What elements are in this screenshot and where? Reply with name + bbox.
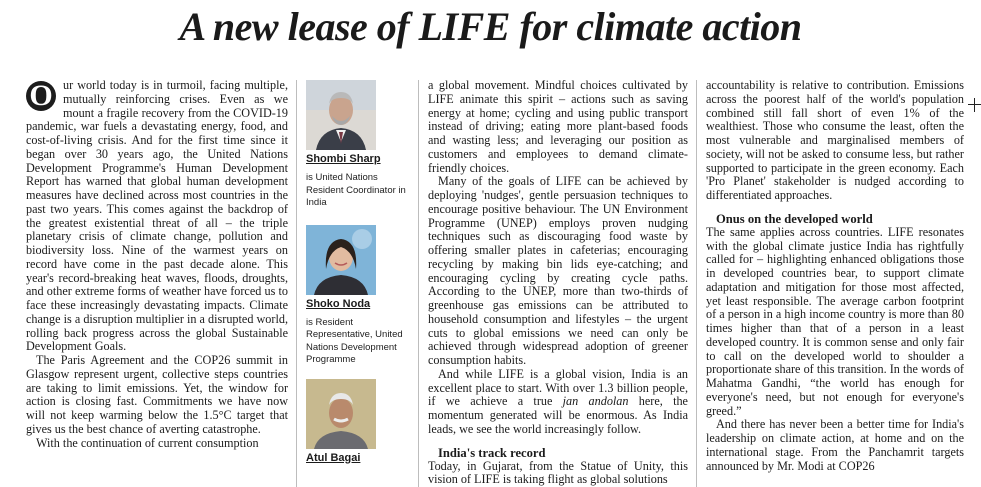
author-name: Atul Bagai <box>306 451 361 464</box>
author-role: is United Nations Resident Coordinator in India <box>306 172 406 208</box>
author-photo-shombi-sharp <box>306 80 376 150</box>
author-photo-shoko-noda <box>306 225 376 295</box>
paragraph-text: ur world today is in turmoil, facing multiple, mutually reinforcing crises. Even as we mount a fragile recovery from the COVID-19 pandemic, war fuels a devastating energy, food, and cost-of-living crisis. And for the first time since it began over 30 years ago, the United Nations Development Programme's Human Development Report has warned that global human development measures have declined across most countries in the past two years. This comes against the backdrop of the greatest existential threat of all – the triple planetary crisis of climate change, pollution and biodiversity loss. Nine of the warmest years on record have come in the past decade alone. This year's record-breaking heat waves, floods, droughts, and other extreme forms of weather have forced us to face these increasingly devastating impacts. Climate change is a disruption multiplier in a disrupted world, rolling back progress across the global Sustainable Development Goals. <box>26 79 288 354</box>
paragraph-text: here, the momentum generated will be enormous. As India leads, we see the world increasingly follow. <box>428 394 688 436</box>
author-name: Shombi Sharp <box>306 153 381 165</box>
column-divider <box>696 80 697 487</box>
article-column-3 <box>428 79 688 487</box>
subheading: Onus on the developed world <box>716 211 873 226</box>
paragraph <box>428 368 688 437</box>
column-divider <box>418 80 419 487</box>
drop-cap: O <box>26 81 56 111</box>
article-column-1 <box>26 79 288 487</box>
author-photo-atul-bagai <box>306 379 376 449</box>
author-column <box>306 80 406 465</box>
paragraph: With the continuation of current consumption <box>36 435 259 450</box>
paragraph: The Paris Agreement and the COP26 summit in Glasgow represent urgent, collective steps countries are taking to limit emissions. Yet, the window for action is closing fast. Commitments we have now will not keep warming below the 1.5°C target that gives us the best chance of averting catastrophe. <box>26 353 288 436</box>
paragraph: And there has never been a better time for India's leadership on climate action, at home and on the international stage. From the Panchamrit targets announced by Mr. Modi at COP26 <box>706 417 964 473</box>
subheading: India's track record <box>438 445 546 460</box>
paragraph: Today, in Gujarat, from the Statue of Unity, this vision of LIFE is taking flight as global solutions <box>428 458 688 487</box>
paragraph: a global movement. Mindful choices cultivated by LIFE animate this spirit – actions such as saving energy at home; cycling and using public transport instead of driving; eating more plant-based foods and wasting less; and leveraging our position as customers and employees to demand climate-friendly choices. <box>428 79 688 175</box>
emphasis-text: jan andolan <box>562 394 629 409</box>
paragraph: Many of the goals of LIFE can be achieved by deploying 'nudges', gentle persuasion techniques to encourage positive behaviour. The UN Environment Programme (UNEP) employs proven nudging techniques such as discouraging food waste by offering smaller plates in cafeterias; encouraging recycling by making bin lids eye-catching; and encouraging cycling by creating cycle paths. According to the UNEP, more than two-thirds of greenhouse gas emissions can be attributed to household consumption and lifestyles – the urgent cuts to global emissions we need can only be achieved through widespread adoption of greener consumption habits. <box>428 174 688 367</box>
column-divider <box>296 80 297 487</box>
paragraph: The same applies across countries. LIFE resonates with the global climate justice India has rightfully called for – highlighting enhanced obligations those in developed countries bear, to support climate adaptation and mitigation for those most affected, yet least responsible. The average carbon footprint of a person in a high income country is more than 80 times higher than that of a person in a least developed country. It is common sense and only fair to call on the developed world to shoulder a proportionate share of this transition. In the words of Mahatma Gandhi, “the world has enough for everyone's need, but not enough for everyone's greed.” <box>706 224 964 418</box>
paragraph-text: And while LIFE is a global vision, India is an excellent place to start. With over 1.3 billion people, if we achieve a true <box>428 366 688 409</box>
article-column-4 <box>706 79 964 487</box>
paragraph: accountability is relative to contribution. Emissions across the poorest half of the world's population combined still fall short of even 1% of the wealthiest. Those who consume the least, often the most vulnerable and marginalised members of society, will not be asked to consume less, but rather supported to participate in the green economy. Each 'Pro Planet' stakeholder is nudged according to differentiated approaches. <box>706 79 964 202</box>
paragraph <box>26 79 288 354</box>
headline: A new lease of LIFE for climate action <box>179 4 802 49</box>
crosshair-cursor-icon <box>968 98 981 112</box>
author-name: Shoko Noda <box>306 297 371 310</box>
author-role: is Resident Representative, United Nations Development Programme <box>306 316 403 365</box>
